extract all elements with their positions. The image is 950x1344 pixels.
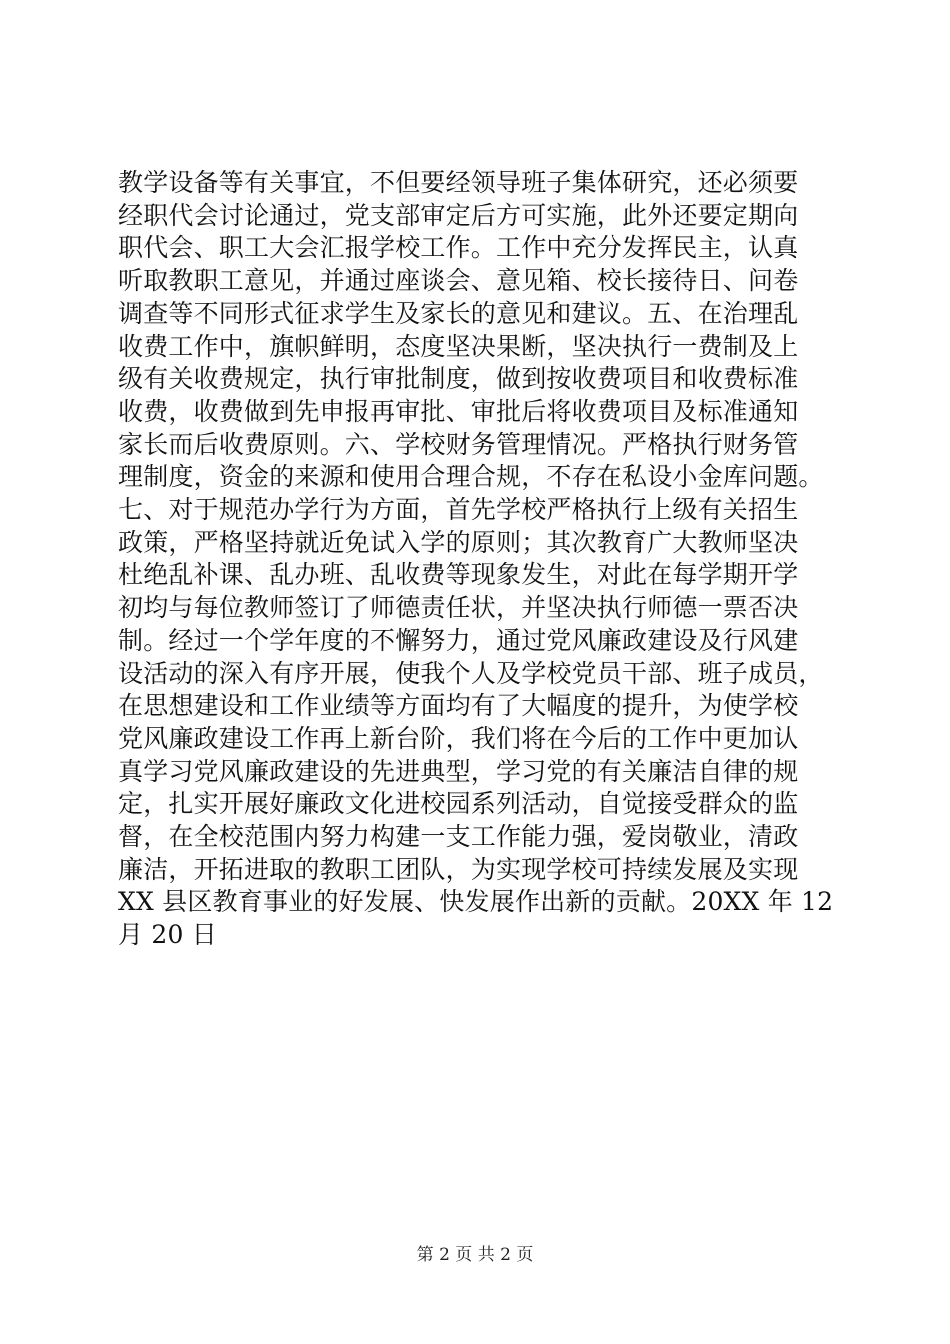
text-line: 设活动的深入有序开展，使我个人及学校党员干部、班子成员， [118,658,824,688]
text-line: 理制度，资金的来源和使用合理合规，不存在私设小金库问题。 [118,462,824,492]
text-line: 杜绝乱补课、乱办班、乱收费等现象发生，对此在每学期开学 [118,560,799,590]
text-line: 廉洁，开拓进取的教职工团队，为实现学校可持续发展及实现 [118,854,799,884]
text-line: 七、对于规范办学行为方面，首先学校严格执行上级有关招生 [118,495,799,525]
text-line: 级有关收费规定，执行审批制度，做到按收费项目和收费标准 [118,364,799,394]
text-line: 真学习党风廉政建设的先进典型，学习党的有关廉洁自律的规 [118,756,799,786]
text-line: 教学设备等有关事宜，不但要经领导班子集体研究，还必须要 [118,168,799,197]
text-line: 家长而后收费原则。六、学校财务管理情况。严格执行财务管 [118,429,799,459]
text-line: XX 县区教育事业的好发展、快发展作出新的贡献。20XX 年 12 [118,887,834,917]
text-line: 政策，严格坚持就近免试入学的原则；其次教育广大教师坚决 [118,527,799,557]
text-line: 在思想建设和工作业绩等方面均有了大幅度的提升，为使学校 [118,691,799,721]
text-line: 制。经过一个学年度的不懈努力，通过党风廉政建设及行风建 [118,625,799,655]
text-line: 听取教职工意见，并通过座谈会、意见箱、校长接待日、问卷 [118,266,799,296]
text-line: 职代会、职工大会汇报学校工作。工作中充分发挥民主，认真 [118,233,799,263]
text-line: 经职代会讨论通过，党支部审定后方可实施，此外还要定期向 [118,200,799,230]
text-line: 党风廉政建设工作再上新台阶，我们将在今后的工作中更加认 [118,723,799,753]
text-line: 定，扎实开展好廉政文化进校园系列活动，自觉接受群众的监 [118,789,799,819]
text-line: 收费，收费做到先申报再审批、审批后将收费项目及标准通知 [118,396,799,426]
text-line: 督，在全校范围内努力构建一支工作能力强，爱岗敬业，清政 [118,822,799,852]
text-line: 月 20 日 [118,920,217,950]
page-number-footer: 第 2 页 共 2 页 [416,1245,534,1265]
text-line: 调查等不同形式征求学生及家长的意见和建议。五、在治理乱 [118,298,799,328]
text-line: 收费工作中，旗帜鲜明，态度坚决果断，坚决执行一费制及上 [118,331,799,361]
text-line: 初均与每位教师签订了师德责任状，并坚决执行师德一票否决 [118,593,799,623]
body-text [118,167,838,952]
